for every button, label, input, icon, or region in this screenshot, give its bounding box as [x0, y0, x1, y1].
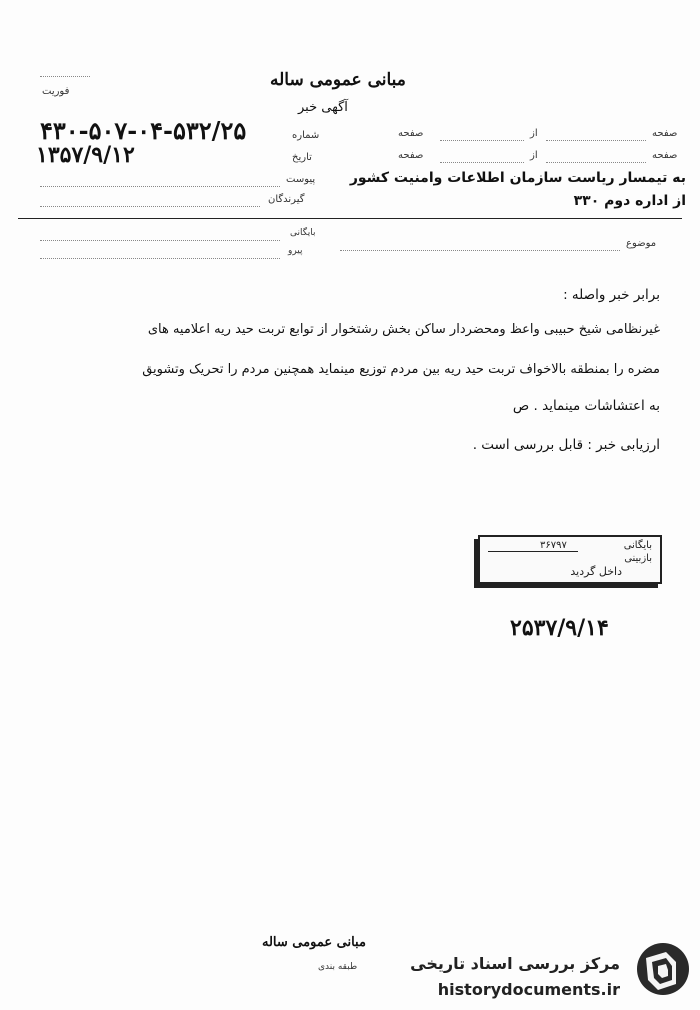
archive-logo-icon [636, 940, 690, 998]
attachment-label: پیوست [286, 174, 316, 185]
from-label-1: از [530, 128, 538, 139]
header-divider [18, 218, 682, 219]
watermark-title: مرکز بررسی اسناد تاریخی [410, 954, 620, 973]
document-number: ۴۳۰-۵۰۷-۰۴-۵۳۲/۲۵ [40, 116, 247, 145]
from-dotline-2 [440, 162, 524, 163]
page-label-2: صفحه [652, 150, 678, 161]
handwritten-date: ۲۵۳۷/۹/۱۴ [510, 615, 609, 641]
page-sub-label-1: صفحه [398, 128, 424, 139]
date-label: تاریخ [292, 152, 312, 163]
body-line-4: به اعتشاشات مینماید . ص [512, 398, 660, 414]
page-dotline-1 [546, 140, 646, 141]
sender: از اداره دوم ۳۳۰ [573, 193, 686, 209]
page-sub-label-2: صفحه [398, 150, 424, 161]
body-line-1: برابر خبر واصله : [563, 287, 660, 303]
org-title: مبانی عمومی ساله [270, 70, 406, 90]
registry-stamp [478, 535, 662, 584]
from-label-2: از [530, 150, 538, 161]
subject-label: موضوع [626, 238, 657, 249]
footer-signature: مبانی عمومی ساله [262, 935, 366, 950]
priority-dotline [40, 76, 90, 77]
subject-dotline [340, 250, 620, 251]
from-dotline-1 [440, 140, 524, 141]
file-dotline [40, 240, 280, 241]
recipients-dotline [40, 206, 260, 207]
page-dotline-2 [546, 162, 646, 163]
ref-dotline [40, 258, 280, 259]
file-label: بایگانی [290, 228, 316, 238]
document-subtitle: آگهی خبر [298, 100, 348, 115]
document-date: ۱۳۵۷/۹/۱۲ [36, 142, 135, 168]
addressee: به تیمسار ریاست سازمان اطلاعات وامنیت کشور [349, 170, 686, 186]
page-label-1: صفحه [652, 128, 678, 139]
stamp-line [488, 551, 578, 552]
stamp-label-bottom: داخل گردید [570, 565, 622, 578]
ref-label: پیرو [288, 246, 303, 256]
attachment-dotline [40, 186, 280, 187]
recipients-label: گیرندگان [268, 194, 305, 205]
body-line-5: ارزیابی خبر : قابل بررسی است . [472, 437, 660, 453]
stamp-label-right: بایگانی [623, 540, 652, 551]
number-label: شماره [292, 130, 320, 141]
body-line-2: غیرنظامی شیخ حبیبی واعظ ومحضردار ساکن بخش رشتخوار از توابع تربت حید ریه اعلامیه های [147, 322, 660, 337]
stamp-label-top: بازبینی [624, 553, 652, 564]
priority-label: فوریت [42, 86, 70, 97]
stamp-number: ۳۶۷۹۷ [540, 540, 567, 551]
body-line-3: مضره را بمنطقه بالاخواف تربت حید ریه بین مردم توزیع مینماید همچنین مردم را تحریک وتشویق [142, 362, 660, 377]
footer-classification: طبقه بندی [318, 962, 358, 972]
watermark-url: historydocuments.ir [437, 980, 620, 999]
